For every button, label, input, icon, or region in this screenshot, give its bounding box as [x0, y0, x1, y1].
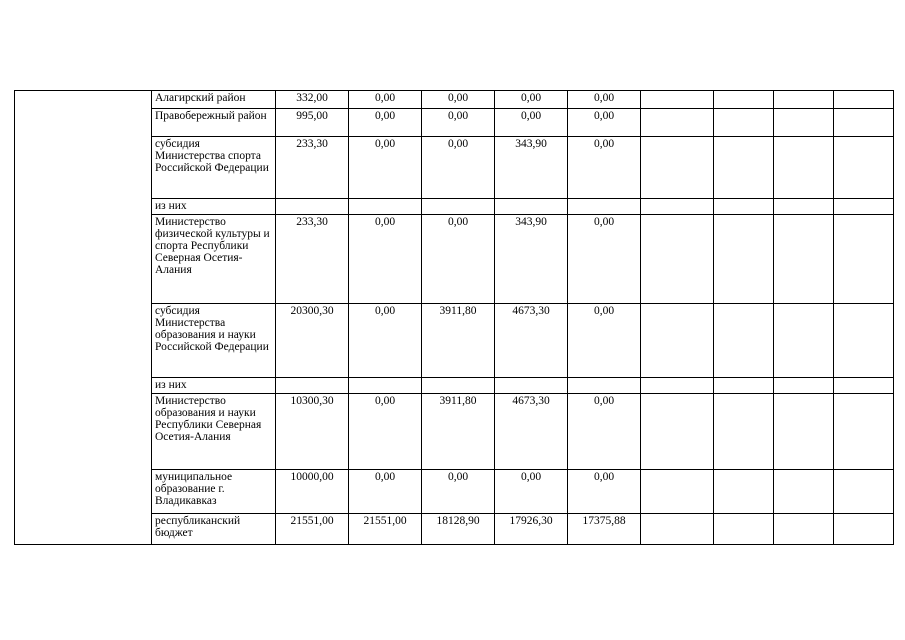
- empty-cell: [774, 91, 834, 109]
- value-cell-3: 0,00: [422, 109, 495, 137]
- value-cell-3: 0,00: [422, 470, 495, 514]
- empty-cell: [834, 91, 894, 109]
- value-cell-3: [422, 378, 495, 394]
- value-cell-5: 17375,88: [568, 514, 641, 545]
- value-cell-2: 0,00: [349, 91, 422, 109]
- empty-cell: [641, 394, 714, 470]
- value-cell-4: 343,90: [495, 137, 568, 199]
- group-cell-empty: [15, 91, 152, 545]
- empty-cell: [774, 378, 834, 394]
- value-cell-1: 995,00: [276, 109, 349, 137]
- empty-cell: [641, 215, 714, 304]
- value-cell-4: 343,90: [495, 215, 568, 304]
- empty-cell: [834, 137, 894, 199]
- row-label: Алагирский район: [152, 91, 276, 109]
- row-label: муниципальное образование г. Владикавказ: [152, 470, 276, 514]
- empty-cell: [641, 378, 714, 394]
- empty-cell: [834, 378, 894, 394]
- value-cell-5: 0,00: [568, 215, 641, 304]
- empty-cell: [714, 378, 774, 394]
- empty-cell: [834, 470, 894, 514]
- empty-cell: [641, 91, 714, 109]
- empty-cell: [714, 91, 774, 109]
- empty-cell: [714, 109, 774, 137]
- value-cell-2: [349, 199, 422, 215]
- value-cell-5: 0,00: [568, 109, 641, 137]
- empty-cell: [714, 394, 774, 470]
- row-label: из них: [152, 199, 276, 215]
- empty-cell: [714, 215, 774, 304]
- value-cell-1: 20300,30: [276, 304, 349, 378]
- value-cell-2: 0,00: [349, 470, 422, 514]
- value-cell-1: 10000,00: [276, 470, 349, 514]
- empty-cell: [641, 304, 714, 378]
- empty-cell: [641, 137, 714, 199]
- budget-table: [14, 90, 894, 545]
- value-cell-5: 0,00: [568, 304, 641, 378]
- empty-cell: [714, 470, 774, 514]
- value-cell-3: 0,00: [422, 137, 495, 199]
- value-cell-5: 0,00: [568, 470, 641, 514]
- value-cell-2: 0,00: [349, 137, 422, 199]
- value-cell-4: 0,00: [495, 109, 568, 137]
- value-cell-5: [568, 199, 641, 215]
- row-label: республиканский бюджет: [152, 514, 276, 545]
- value-cell-4: 0,00: [495, 470, 568, 514]
- value-cell-1: 233,30: [276, 137, 349, 199]
- row-label: Министерство физической культуры и спорта Республики Северная Осетия-Алания: [152, 215, 276, 304]
- empty-cell: [774, 470, 834, 514]
- empty-cell: [774, 394, 834, 470]
- value-cell-5: 0,00: [568, 137, 641, 199]
- table-body: [15, 91, 894, 545]
- value-cell-3: 3911,80: [422, 304, 495, 378]
- empty-cell: [774, 109, 834, 137]
- row-label: Правобережный район: [152, 109, 276, 137]
- value-cell-5: [568, 378, 641, 394]
- row-label: из них: [152, 378, 276, 394]
- value-cell-2: 0,00: [349, 394, 422, 470]
- empty-cell: [641, 199, 714, 215]
- value-cell-5: 0,00: [568, 91, 641, 109]
- empty-cell: [641, 514, 714, 545]
- empty-cell: [774, 215, 834, 304]
- value-cell-1: [276, 378, 349, 394]
- empty-cell: [834, 514, 894, 545]
- value-cell-3: 3911,80: [422, 394, 495, 470]
- value-cell-4: 0,00: [495, 91, 568, 109]
- value-cell-3: 18128,90: [422, 514, 495, 545]
- value-cell-4: [495, 378, 568, 394]
- value-cell-2: 21551,00: [349, 514, 422, 545]
- value-cell-3: 0,00: [422, 91, 495, 109]
- value-cell-2: 0,00: [349, 215, 422, 304]
- row-label: Министерство образования и науки Республики Северная Осетия-Алания: [152, 394, 276, 470]
- value-cell-2: 0,00: [349, 109, 422, 137]
- empty-cell: [834, 109, 894, 137]
- value-cell-4: 4673,30: [495, 394, 568, 470]
- empty-cell: [834, 215, 894, 304]
- value-cell-1: 233,30: [276, 215, 349, 304]
- value-cell-1: 21551,00: [276, 514, 349, 545]
- empty-cell: [641, 109, 714, 137]
- empty-cell: [714, 199, 774, 215]
- value-cell-1: [276, 199, 349, 215]
- value-cell-3: [422, 199, 495, 215]
- empty-cell: [714, 514, 774, 545]
- value-cell-4: 17926,30: [495, 514, 568, 545]
- value-cell-2: [349, 378, 422, 394]
- table-row: [15, 91, 894, 109]
- value-cell-4: 4673,30: [495, 304, 568, 378]
- empty-cell: [774, 514, 834, 545]
- empty-cell: [774, 137, 834, 199]
- value-cell-1: 332,00: [276, 91, 349, 109]
- empty-cell: [641, 470, 714, 514]
- value-cell-2: 0,00: [349, 304, 422, 378]
- value-cell-4: [495, 199, 568, 215]
- empty-cell: [834, 199, 894, 215]
- row-label: субсидия Министерства образования и науки Российской Федерации: [152, 304, 276, 378]
- empty-cell: [714, 137, 774, 199]
- empty-cell: [834, 394, 894, 470]
- empty-cell: [774, 304, 834, 378]
- value-cell-5: 0,00: [568, 394, 641, 470]
- row-label: субсидия Министерства спорта Российской Федерации: [152, 137, 276, 199]
- empty-cell: [774, 199, 834, 215]
- empty-cell: [714, 304, 774, 378]
- value-cell-3: 0,00: [422, 215, 495, 304]
- empty-cell: [834, 304, 894, 378]
- value-cell-1: 10300,30: [276, 394, 349, 470]
